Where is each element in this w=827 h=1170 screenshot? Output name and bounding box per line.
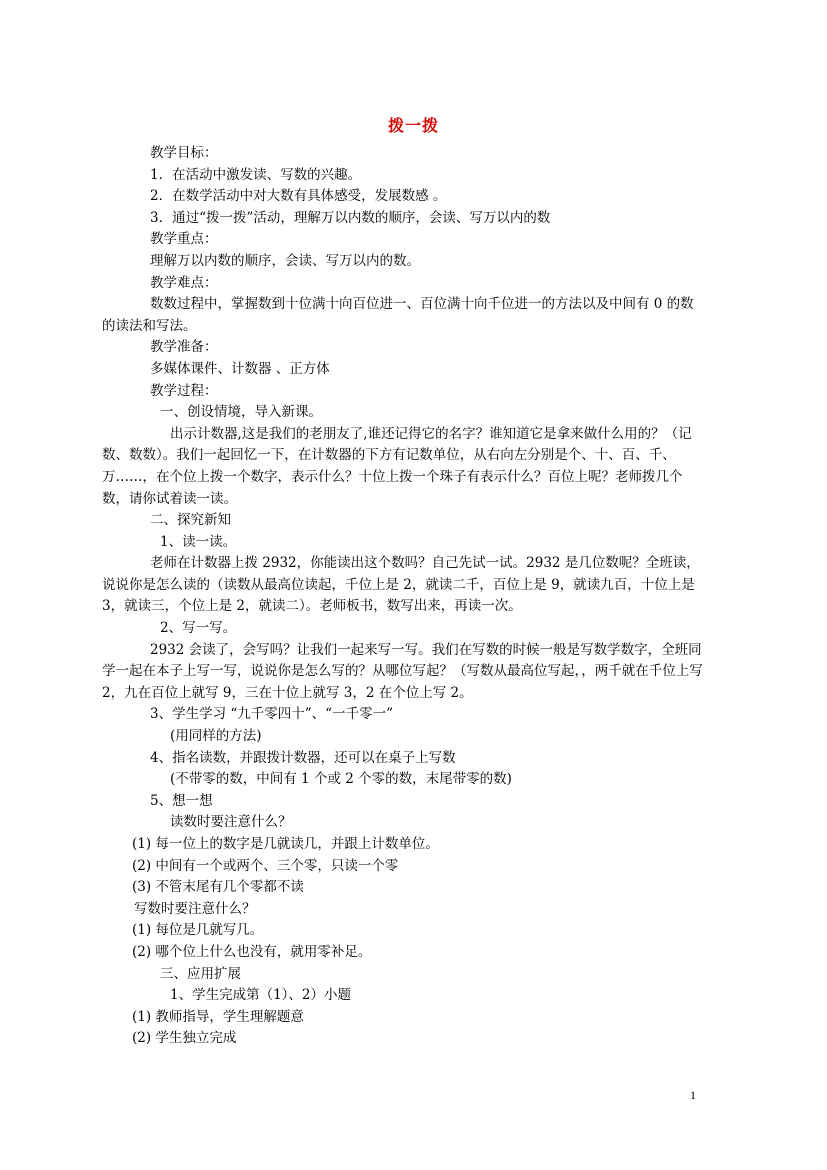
read-rule-2: (2) 中间有一个或两个、三个零，只读一个零 bbox=[132, 857, 399, 874]
section-2-item-2: 2、写一写。 bbox=[160, 620, 237, 637]
write-rule-2: (2) 哪个位上什么也没有，就用零补足。 bbox=[132, 943, 372, 960]
read-rule-3: (3) 不管末尾有几个零都不读 bbox=[132, 879, 304, 896]
section-1-heading: 一、创设情境，导入新课。 bbox=[160, 404, 322, 421]
key-heading: 教学重点： bbox=[150, 231, 218, 248]
prep-text: 多媒体课件、计数器 、正方体 bbox=[150, 360, 330, 377]
section-2-heading: 二、探究新知 bbox=[150, 512, 231, 529]
document-body bbox=[102, 143, 706, 1050]
prep-heading: 教学准备： bbox=[150, 339, 218, 356]
goal-item-1: 1．在活动中激发读、写数的兴趣。 bbox=[150, 166, 362, 183]
section-2-item-4-note: (不带零的数，中间有 1 个或 2 个零的数，末尾带零的数) bbox=[170, 771, 512, 788]
process-heading: 教学过程： bbox=[150, 382, 218, 399]
read-question: 读数时要注意什么？ bbox=[170, 814, 292, 831]
goal-heading: 教学目标： bbox=[150, 145, 218, 161]
key-text: 理解万以内数的顺序，会读、写万以内的数。 bbox=[150, 252, 420, 269]
difficulty-text: 数数过程中，掌握数到十位满十向百位进一、百位满十向千位进一的方法以及中间有 0 的数的读法和写法。 bbox=[102, 296, 694, 334]
goal-item-2: 2．在数学活动中对大数有具体感受，发展数感 。 bbox=[150, 188, 447, 205]
section-3-item-1: 1、学生完成第（1）、2）小题 bbox=[170, 987, 352, 1004]
section-2-item-3: 3、学生学习 “九千零四十”、“一千零一” bbox=[150, 706, 393, 723]
goal-item-3: 3．通过“拨一拨”活动，理解万以内数的顺序，会读、写万以内的数 bbox=[150, 209, 551, 226]
section-2-item-2-text: 2932 会读了，会写吗？让我们一起来写一写。我们在写数的时候一般是写数学数字，全班同学一起在本子上写一写，说说你是怎么写的？从哪位写起？（写数从最高位写起，，两千就在千位上写 2，九在百位上就写 9，三在十位上就写 3，2 在个位上写 2。 bbox=[102, 641, 703, 701]
write-question: 写数时要注意什么？ bbox=[134, 900, 256, 917]
section-2-item-1: 1、读一读。 bbox=[160, 533, 237, 550]
document-title: 拨一拨 bbox=[387, 116, 439, 135]
page-number: 1 bbox=[690, 1088, 696, 1102]
read-rule-1: (1) 每一位上的数字是几就读几，并跟上计数单位。 bbox=[132, 836, 439, 852]
section-2-item-1-text: 老师在计数器上拨 2932，你能读出这个数吗？自己先试一试。2932 是几位数呢？全班读，说说你是怎么读的（读数从最高位读起，千位上是 2，就读二千，百位上是 9，就读九百，十位上是 3，就读三，个位上是 2，就读二）。老师板书，数写出来，再读一次。 bbox=[102, 555, 700, 615]
section-3-item-1-b: (2) 学生独立完成 bbox=[132, 1030, 237, 1047]
section-2-item-5: 5、想一想 bbox=[150, 792, 213, 809]
section-3-heading: 三、应用扩展 bbox=[160, 965, 241, 982]
write-rule-1: (1) 每位是几就写几。 bbox=[132, 922, 264, 939]
section-2-item-4: 4、指名读数，并跟拨计数器，还可以在桌子上写数 bbox=[150, 749, 456, 766]
section-3-item-1-a: (1) 教师指导，学生理解题意 bbox=[132, 1008, 304, 1025]
section-2-item-3-note: (用同样的方法) bbox=[170, 728, 262, 745]
section-1-text: 出示计数器,这是我们的老朋友了,谁还记得它的名字？谁知道它是拿来做什么用的？（记数、数数）。我们一起回忆一下，在计数器的下方有记数单位，从右向左分别是个、十、百、千、万……，在个位上拨一个数字，表示什么？十位上拨一个珠子有表示什么？百位上呢？老师拨几个数，请你试着读一读。 bbox=[102, 425, 692, 507]
difficulty-heading: 教学难点： bbox=[150, 274, 218, 291]
